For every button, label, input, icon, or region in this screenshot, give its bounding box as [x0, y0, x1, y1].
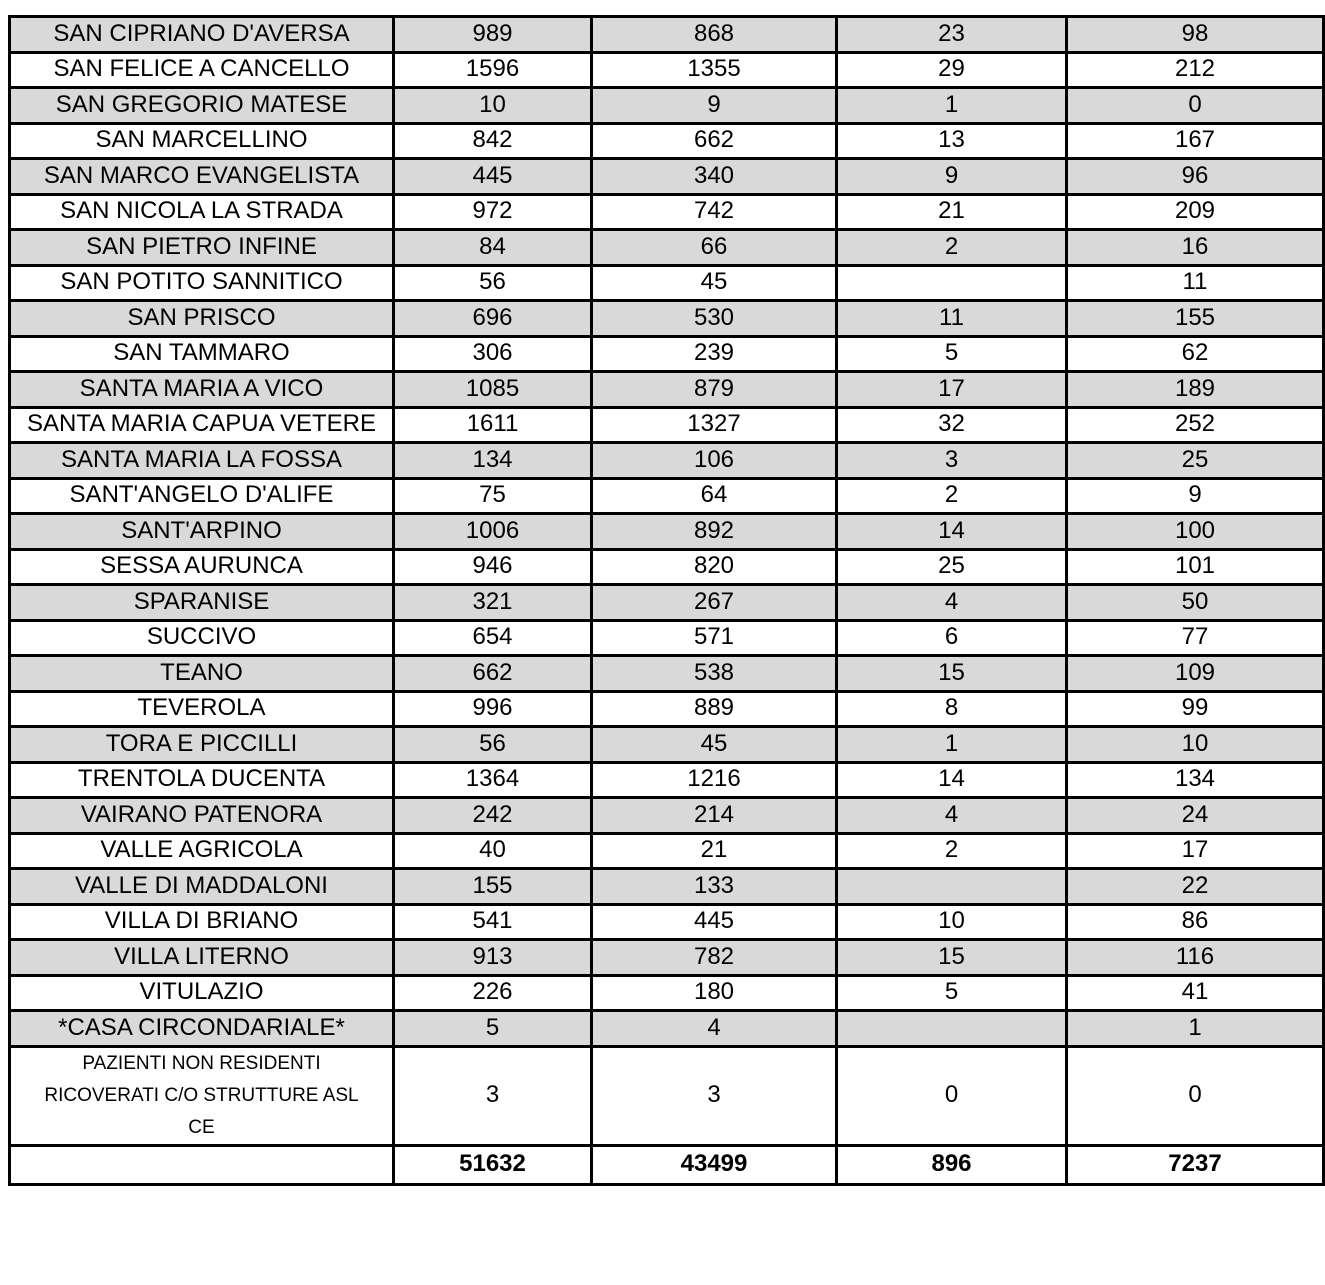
value-cell: 77	[1067, 620, 1324, 656]
value-cell: 32	[837, 407, 1067, 443]
value-cell: 23	[837, 17, 1067, 53]
value-cell: 252	[1067, 407, 1324, 443]
municipality-cell: TORA E PICCILLI	[10, 727, 394, 763]
value-cell: 100	[1067, 514, 1324, 550]
table-row	[10, 940, 1324, 976]
value-cell: 0	[1067, 88, 1324, 124]
value-cell: 17	[837, 372, 1067, 408]
value-cell: 189	[1067, 372, 1324, 408]
table-row	[10, 762, 1324, 798]
municipality-cell: SAN NICOLA LA STRADA	[10, 194, 394, 230]
table-row	[10, 230, 1324, 266]
value-cell: 14	[837, 762, 1067, 798]
value-cell: 6	[837, 620, 1067, 656]
value-cell: 530	[592, 301, 837, 337]
table-row	[10, 975, 1324, 1011]
table-row	[10, 159, 1324, 195]
value-cell: 654	[394, 620, 592, 656]
table-row	[10, 514, 1324, 550]
table-row	[10, 1011, 1324, 1047]
value-cell: 2	[837, 230, 1067, 266]
value-cell: 86	[1067, 904, 1324, 940]
value-cell: 4	[592, 1011, 837, 1047]
value-cell: 892	[592, 514, 837, 550]
value-cell: 8	[837, 691, 1067, 727]
value-cell: 17	[1067, 833, 1324, 869]
municipality-cell: SAN CIPRIANO D'AVERSA	[10, 17, 394, 53]
value-cell: 242	[394, 798, 592, 834]
value-cell: 5	[837, 336, 1067, 372]
municipality-cell: SESSA AURUNCA	[10, 549, 394, 585]
municipality-cell: SAN MARCELLINO	[10, 123, 394, 159]
municipality-cell: SANT'ARPINO	[10, 514, 394, 550]
municipality-cell: SAN FELICE A CANCELLO	[10, 52, 394, 88]
table-row	[10, 301, 1324, 337]
value-cell: 742	[592, 194, 837, 230]
value-cell: 4	[837, 798, 1067, 834]
value-cell: 2	[837, 478, 1067, 514]
value-cell: 1216	[592, 762, 837, 798]
value-cell: 25	[1067, 443, 1324, 479]
value-cell: 66	[592, 230, 837, 266]
value-cell: 5	[837, 975, 1067, 1011]
value-cell: 11	[837, 301, 1067, 337]
value-cell: 541	[394, 904, 592, 940]
value-cell: 45	[592, 265, 837, 301]
value-cell: 101	[1067, 549, 1324, 585]
value-cell: 29	[837, 52, 1067, 88]
value-cell: 98	[1067, 17, 1324, 53]
value-cell: 56	[394, 265, 592, 301]
value-cell: 180	[592, 975, 837, 1011]
value-cell: 3	[837, 443, 1067, 479]
municipality-cell: *CASA CIRCONDARIALE*	[10, 1011, 394, 1047]
value-cell: 868	[592, 17, 837, 53]
municipality-cell: SANTA MARIA LA FOSSA	[10, 443, 394, 479]
municipality-cell: SANTA MARIA A VICO	[10, 372, 394, 408]
value-cell	[837, 869, 1067, 905]
value-cell: 96	[1067, 159, 1324, 195]
value-cell: 1	[837, 88, 1067, 124]
table-row	[10, 585, 1324, 621]
value-cell: 62	[1067, 336, 1324, 372]
value-cell: 212	[1067, 52, 1324, 88]
municipality-cell: VALLE DI MADDALONI	[10, 869, 394, 905]
value-cell: 306	[394, 336, 592, 372]
total-value-cell: 51632	[394, 1145, 592, 1184]
value-cell: 50	[1067, 585, 1324, 621]
table-row	[10, 904, 1324, 940]
value-cell: 1085	[394, 372, 592, 408]
value-cell: 9	[1067, 478, 1324, 514]
value-cell: 15	[837, 940, 1067, 976]
municipality-cell: PAZIENTI NON RESIDENTI RICOVERATI C/O STRUTTURE ASL CE	[10, 1046, 394, 1145]
table-row	[10, 833, 1324, 869]
value-cell: 1006	[394, 514, 592, 550]
table-row	[10, 727, 1324, 763]
municipality-cell: TRENTOLA DUCENTA	[10, 762, 394, 798]
table-row	[10, 372, 1324, 408]
value-cell: 972	[394, 194, 592, 230]
table-row	[10, 336, 1324, 372]
value-cell: 133	[592, 869, 837, 905]
total-value-cell: 896	[837, 1145, 1067, 1184]
municipality-data-table	[8, 15, 1325, 1186]
table-row	[10, 798, 1324, 834]
value-cell: 21	[592, 833, 837, 869]
value-cell: 4	[837, 585, 1067, 621]
value-cell: 913	[394, 940, 592, 976]
table-row	[10, 407, 1324, 443]
municipality-cell: SAN POTITO SANNITICO	[10, 265, 394, 301]
municipality-cell: SANTA MARIA CAPUA VETERE	[10, 407, 394, 443]
value-cell: 889	[592, 691, 837, 727]
table-row	[10, 869, 1324, 905]
value-cell: 445	[394, 159, 592, 195]
municipality-cell: SAN PRISCO	[10, 301, 394, 337]
value-cell: 538	[592, 656, 837, 692]
value-cell: 0	[837, 1046, 1067, 1145]
value-cell: 21	[837, 194, 1067, 230]
table-row	[10, 549, 1324, 585]
value-cell: 1611	[394, 407, 592, 443]
municipality-cell: VALLE AGRICOLA	[10, 833, 394, 869]
totals-empty-cell	[10, 1145, 394, 1184]
value-cell: 134	[394, 443, 592, 479]
table-row	[10, 620, 1324, 656]
value-cell: 84	[394, 230, 592, 266]
value-cell: 267	[592, 585, 837, 621]
totals-row	[10, 1145, 1324, 1184]
value-cell: 226	[394, 975, 592, 1011]
value-cell: 45	[592, 727, 837, 763]
municipality-cell: VILLA DI BRIANO	[10, 904, 394, 940]
value-cell: 16	[1067, 230, 1324, 266]
table-row	[10, 691, 1324, 727]
value-cell: 209	[1067, 194, 1324, 230]
value-cell: 13	[837, 123, 1067, 159]
value-cell	[837, 1011, 1067, 1047]
value-cell: 3	[394, 1046, 592, 1145]
municipality-cell: SAN MARCO EVANGELISTA	[10, 159, 394, 195]
value-cell: 109	[1067, 656, 1324, 692]
municipality-cell: SUCCIVO	[10, 620, 394, 656]
value-cell: 14	[837, 514, 1067, 550]
table-row	[10, 123, 1324, 159]
value-cell: 64	[592, 478, 837, 514]
value-cell: 99	[1067, 691, 1324, 727]
value-cell: 0	[1067, 1046, 1324, 1145]
value-cell	[837, 265, 1067, 301]
value-cell: 167	[1067, 123, 1324, 159]
value-cell: 106	[592, 443, 837, 479]
value-cell: 239	[592, 336, 837, 372]
value-cell: 782	[592, 940, 837, 976]
table-row	[10, 1046, 1324, 1145]
value-cell: 445	[592, 904, 837, 940]
value-cell: 1364	[394, 762, 592, 798]
value-cell: 9	[837, 159, 1067, 195]
value-cell: 11	[1067, 265, 1324, 301]
value-cell: 24	[1067, 798, 1324, 834]
value-cell: 40	[394, 833, 592, 869]
value-cell: 1355	[592, 52, 837, 88]
municipality-cell: VILLA LITERNO	[10, 940, 394, 976]
value-cell: 1	[1067, 1011, 1324, 1047]
table-row	[10, 52, 1324, 88]
municipality-cell: SAN TAMMARO	[10, 336, 394, 372]
value-cell: 10	[837, 904, 1067, 940]
value-cell: 5	[394, 1011, 592, 1047]
total-value-cell: 43499	[592, 1145, 837, 1184]
municipality-cell: SPARANISE	[10, 585, 394, 621]
value-cell: 1327	[592, 407, 837, 443]
table-row	[10, 17, 1324, 53]
table-body	[10, 17, 1324, 1185]
value-cell: 879	[592, 372, 837, 408]
municipality-cell: VAIRANO PATENORA	[10, 798, 394, 834]
municipality-cell: VITULAZIO	[10, 975, 394, 1011]
municipality-cell: SAN GREGORIO MATESE	[10, 88, 394, 124]
value-cell: 10	[1067, 727, 1324, 763]
table-row	[10, 656, 1324, 692]
value-cell: 1	[837, 727, 1067, 763]
value-cell: 3	[592, 1046, 837, 1145]
table-row	[10, 194, 1324, 230]
value-cell: 10	[394, 88, 592, 124]
table-row	[10, 478, 1324, 514]
value-cell: 75	[394, 478, 592, 514]
value-cell: 2	[837, 833, 1067, 869]
value-cell: 134	[1067, 762, 1324, 798]
value-cell: 989	[394, 17, 592, 53]
value-cell: 15	[837, 656, 1067, 692]
value-cell: 56	[394, 727, 592, 763]
value-cell: 820	[592, 549, 837, 585]
value-cell: 25	[837, 549, 1067, 585]
value-cell: 116	[1067, 940, 1324, 976]
value-cell: 1596	[394, 52, 592, 88]
value-cell: 155	[1067, 301, 1324, 337]
value-cell: 155	[394, 869, 592, 905]
value-cell: 41	[1067, 975, 1324, 1011]
table-row	[10, 265, 1324, 301]
value-cell: 321	[394, 585, 592, 621]
value-cell: 662	[394, 656, 592, 692]
total-value-cell: 7237	[1067, 1145, 1324, 1184]
table-row	[10, 88, 1324, 124]
value-cell: 946	[394, 549, 592, 585]
value-cell: 662	[592, 123, 837, 159]
table-row	[10, 443, 1324, 479]
value-cell: 9	[592, 88, 837, 124]
value-cell: 340	[592, 159, 837, 195]
value-cell: 996	[394, 691, 592, 727]
municipality-cell: SAN PIETRO INFINE	[10, 230, 394, 266]
value-cell: 842	[394, 123, 592, 159]
value-cell: 22	[1067, 869, 1324, 905]
municipality-cell: SANT'ANGELO D'ALIFE	[10, 478, 394, 514]
value-cell: 696	[394, 301, 592, 337]
municipality-cell: TEANO	[10, 656, 394, 692]
value-cell: 214	[592, 798, 837, 834]
value-cell: 571	[592, 620, 837, 656]
municipality-cell: TEVEROLA	[10, 691, 394, 727]
